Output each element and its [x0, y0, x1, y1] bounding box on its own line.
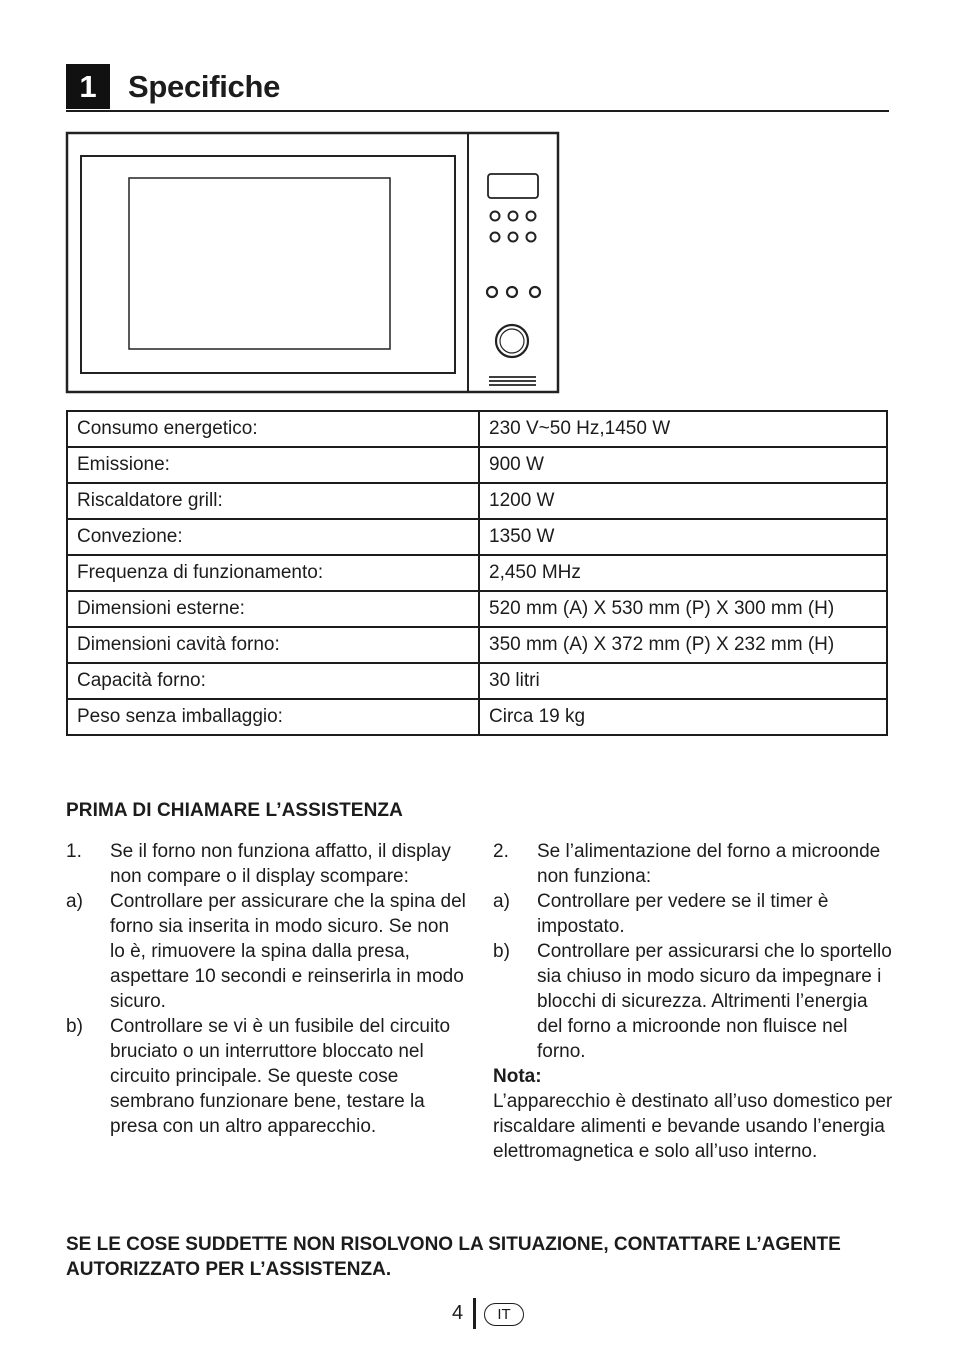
spec-label: Frequenza di funzionamento:	[67, 555, 479, 591]
spec-value: 900 W	[479, 447, 887, 483]
footer-divider	[473, 1298, 476, 1329]
spec-label: Dimensioni esterne:	[67, 591, 479, 627]
spec-value: 2,450 MHz	[479, 555, 887, 591]
list-item	[66, 839, 466, 889]
assistance-left-column	[66, 839, 466, 1139]
page-number: 4	[452, 1302, 464, 1324]
list-marker: a)	[66, 891, 83, 912]
note-title: Nota:	[493, 1066, 542, 1087]
spec-row	[67, 591, 887, 627]
spec-value: 350 mm (A) X 372 mm (P) X 232 mm (H)	[479, 627, 887, 663]
spec-row	[67, 555, 887, 591]
spec-label: Convezione:	[67, 519, 479, 555]
spec-row	[67, 447, 887, 483]
spec-value: 230 V~50 Hz,1450 W	[479, 411, 887, 447]
list-marker: 2.	[493, 841, 509, 862]
list-text: Se l’alimentazione del forno a microonde non funziona:	[537, 841, 881, 887]
assistance-heading: PRIMA DI CHIAMARE L’ASSISTENZA	[66, 800, 403, 821]
list-item	[66, 889, 466, 1014]
language-badge: IT	[484, 1303, 524, 1326]
spec-row	[67, 663, 887, 699]
spec-value: 30 litri	[479, 663, 887, 699]
spec-value: Circa 19 kg	[479, 699, 887, 735]
spec-value: 520 mm (A) X 530 mm (P) X 300 mm (H)	[479, 591, 887, 627]
list-item	[66, 1014, 466, 1139]
list-marker: 1.	[66, 841, 82, 862]
spec-label: Riscaldatore grill:	[67, 483, 479, 519]
spec-label: Peso senza imballaggio:	[67, 699, 479, 735]
list-marker: a)	[493, 891, 510, 912]
specifications-table	[66, 410, 888, 736]
spec-row	[67, 483, 887, 519]
list-text: Controllare per vedere se il timer è impostato.	[537, 891, 829, 937]
spec-row	[67, 699, 887, 735]
list-marker: b)	[493, 941, 510, 962]
spec-value: 1350 W	[479, 519, 887, 555]
list-item	[493, 939, 893, 1064]
list-text: Controllare per assicurare che la spina del forno sia inserita in modo sicuro. Se non lo è, rimuovere la spina dalla presa, aspettare 10 secondi e reinserirla in modo sicuro.	[110, 891, 466, 1012]
section-heading	[66, 64, 889, 112]
list-text: Controllare se vi è un fusibile del circuito bruciato o un interruttore bloccato nel circuito principale. Se queste cose sembrano funzionare bene, testare la presa con un altro apparecchio.	[110, 1016, 451, 1137]
section-title: Specifiche	[128, 69, 281, 104]
spec-row	[67, 627, 887, 663]
assistance-right-column	[493, 839, 893, 1164]
spec-value: 1200 W	[479, 483, 887, 519]
contact-warning: SE LE COSE SUDDETTE NON RISOLVONO LA SITUAZIONE, CONTATTARE L’AGENTE AUTORIZZATO PER L’ASSISTENZA.	[66, 1234, 841, 1280]
spec-label: Consumo energetico:	[67, 411, 479, 447]
microwave-illustration	[64, 130, 560, 396]
list-item	[493, 889, 893, 939]
spec-label: Dimensioni cavità forno:	[67, 627, 479, 663]
list-item	[493, 839, 893, 889]
spec-row	[67, 411, 887, 447]
note-text: L’apparecchio è destinato all’uso domestico per riscaldare alimenti e bevande usando l’energia elettromagnetica e solo all’uso interno.	[493, 1091, 893, 1162]
spec-label: Emissione:	[67, 447, 479, 483]
list-marker: b)	[66, 1016, 83, 1037]
section-number: 1	[66, 64, 110, 109]
list-text: Se il forno non funziona affatto, il display non compare o il display scompare:	[110, 841, 451, 887]
spec-row	[67, 519, 887, 555]
list-text: Controllare per assicurarsi che lo sportello sia chiuso in modo sicuro da impegnare i blocchi di sicurezza. Altrimenti l’energia del forno a microonde non fluisce nel forno.	[537, 941, 892, 1062]
spec-label: Capacità forno:	[67, 663, 479, 699]
